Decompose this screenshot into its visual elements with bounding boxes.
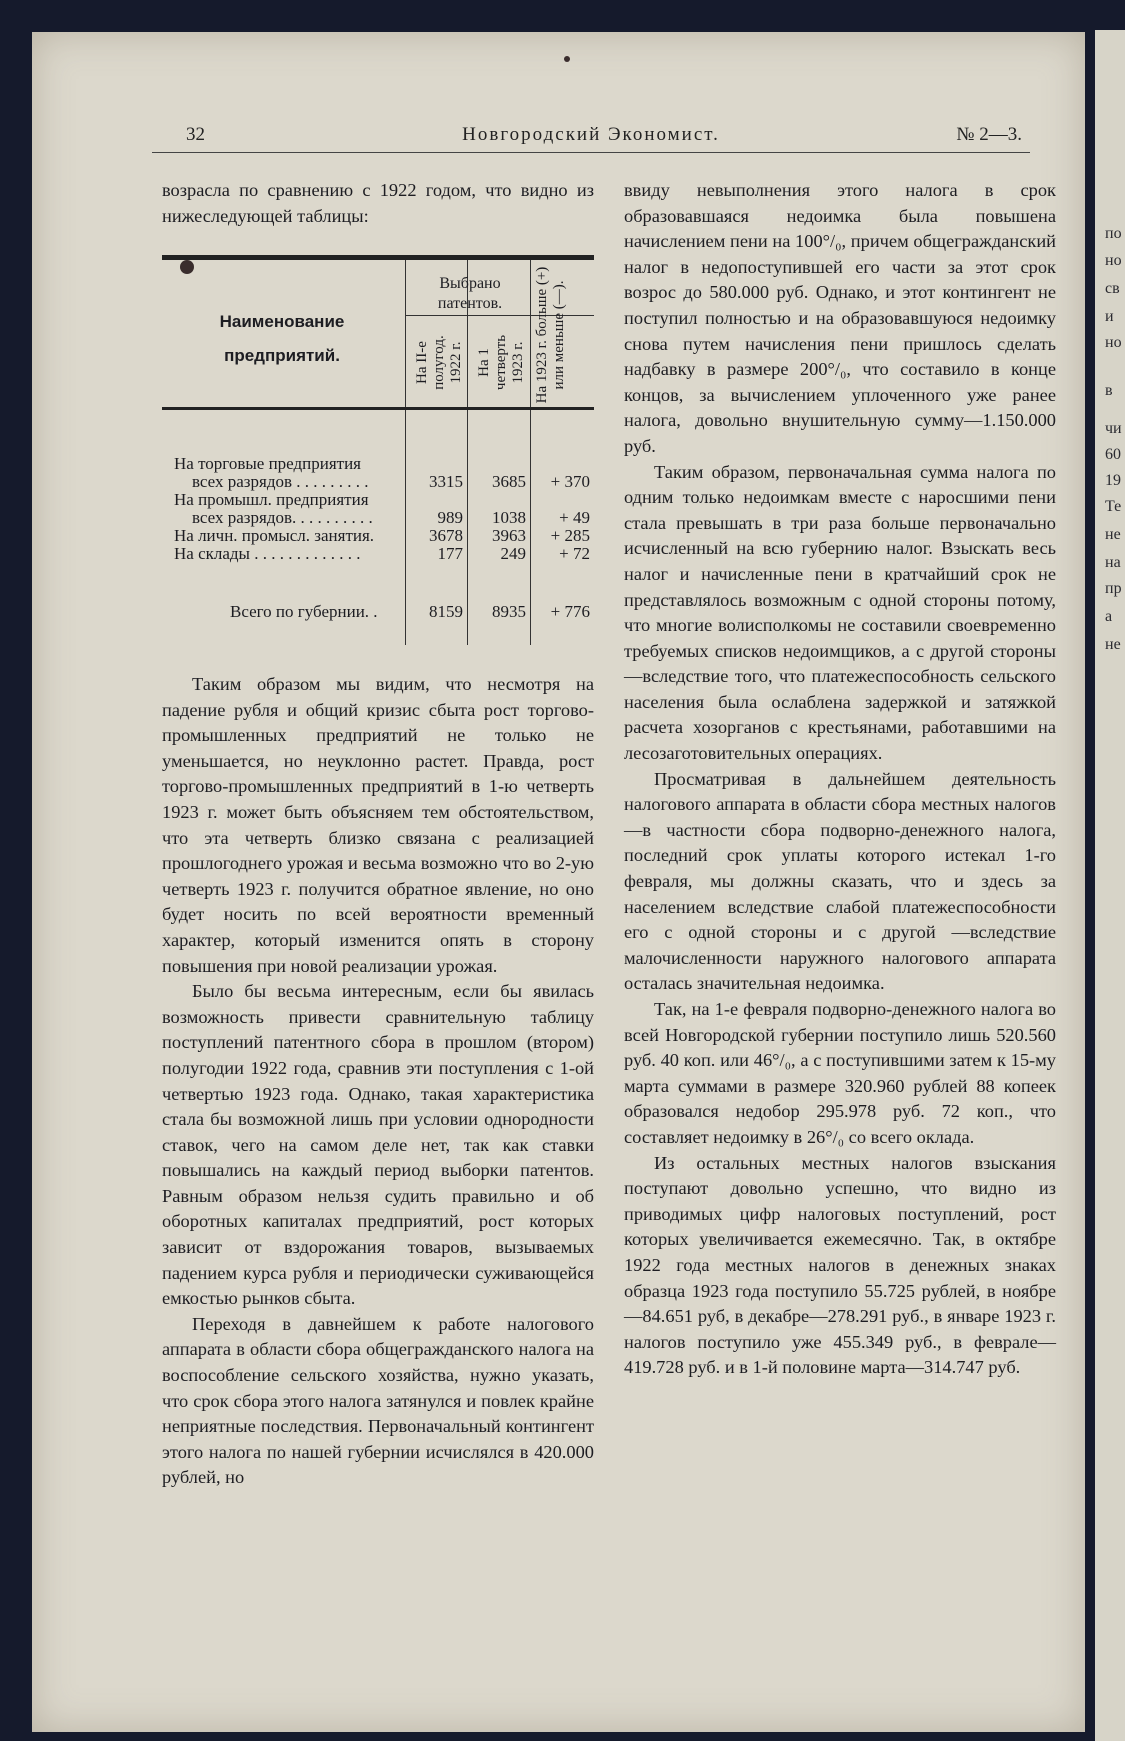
- right-column: [624, 178, 1056, 1381]
- table-row-3-col-2: 3963: [492, 526, 526, 545]
- patents-table: [162, 255, 594, 645]
- table-col-1-header: На II-е полугод. 1922 г.: [414, 335, 464, 390]
- ink-speck: [564, 56, 570, 62]
- adjacent-page-fragment: не: [1105, 526, 1121, 543]
- issue-number: № 2—3.: [956, 124, 1022, 145]
- table-row-3-col-3: + 285: [550, 526, 590, 545]
- adjacent-page-fragment: но: [1105, 334, 1122, 351]
- paragraph: Переходя в давнейшем к работе налогового аппарата в области сбора общегражданского налога на воспособление сельского хозяйства, нужно указать, что срок сбора этого налога затянулся и повлек крайне неприятные последствия. Первоначальный контингент этого налога по нашей губернии исчислялся в 420.000 рублей, но: [162, 1313, 594, 1488]
- adjacent-page-fragment: не: [1105, 636, 1121, 653]
- adjacent-page-fragment: св: [1105, 280, 1120, 297]
- table-row-2-col-2: 1038: [492, 508, 526, 527]
- table-row-3-col-1: 3678: [429, 526, 463, 545]
- left-column: [162, 178, 594, 229]
- page-header: [152, 124, 1030, 153]
- table-total-col-1: 8159: [429, 602, 463, 621]
- table-head-name: Наименование предприятий.: [219, 312, 345, 365]
- adjacent-page-fragment: 19: [1105, 472, 1121, 489]
- intro-paragraph: возрасла по сравнению с 1922 годом, что видно из нижеследующей таблицы:: [162, 180, 594, 226]
- table-row-4-name: На склады . . . . . . . . . . . . .: [174, 544, 361, 563]
- adjacent-page-fragment: Те: [1105, 498, 1122, 515]
- left-column-body: [162, 672, 594, 1491]
- paragraph: Из остальных местных налогов взыскания поступают довольно успешно, что видно из приводимых цифр налоговых поступлений, рост которых увеличивается ежемесячно. Так, в октябре 1922 года местных налогов в денежных знаках образца 1923 года поступило 55.725 рублей, в ноябре—84.651 руб, в декабре—278.291 руб., в январе 1923 г. налогов поступило уже 455.349 руб., в феврале—419.728 руб. и в 1-й половине марта—314.747 руб.: [624, 1152, 1056, 1378]
- table-head-group: Выбрано патентов.: [437, 275, 503, 312]
- table-row-1-col-1: 3315: [429, 472, 463, 491]
- paragraph: Было бы весьма интересным, если бы явилась возможность привести сравнительную таблицу поступлений патентного сбора в прошлом (втором) полугодии 1922 года, сравнив эти поступления с 1-ой четвертью 1923 года. Однако, такая характеристика стала бы возможной лишь при условии однородности ставок, чего на самом деле нет, так как ставки повышались на каждый период выборки патентов. Равным образом нельзя судить правильно и об оборотных капиталах предприятий, рост которых зависит от вздорожания товаров, вызываемых падением курса рубля и периодически суживающейся емкостью рынков сбыта.: [162, 981, 594, 1309]
- table-row-1-name-2: всех разрядов . . . . . . . . .: [192, 472, 369, 491]
- table-col-3-header: На 1923 г. больше (+) или меньше (—).: [534, 266, 567, 404]
- table-total-label: Всего по губернии. .: [230, 602, 378, 621]
- adjacent-page-fragment: но: [1105, 252, 1122, 269]
- table-row-3-name: На личн. промысл. занятия.: [174, 526, 375, 545]
- adjacent-page-fragment: 60: [1105, 446, 1121, 463]
- table-row-2-name-2: всех разрядов. . . . . . . . . .: [192, 508, 373, 527]
- paragraph: Так, на 1-е февраля подворно-денежного налога во всей Новгородской губернии поступило лишь 520.560 руб. 40 коп. или 46°/₀, а с поступившими затем к 15-му марта суммами в размере 320.960 рублей 88 копеек образовался недобор 295.978 руб. 72 коп., что составляет недоимку в 26°/₀ со всего оклада.: [624, 999, 1056, 1147]
- table-row-2-name-1: На промышл. предприятия: [174, 490, 369, 509]
- table-total-col-2: 8935: [492, 602, 526, 621]
- adjacent-page-fragment: по: [1105, 225, 1122, 242]
- adjacent-page-fragment: чи: [1105, 420, 1122, 437]
- table-row-2-col-3: + 49: [559, 508, 590, 527]
- paragraph: ввиду невыполнения этого налога в срок образовавшаяся недоимка была повышена начислением пени на 100°/₀, причем общегражданский налог в недопоступившей его части за этот срок возрос до 580.000 руб. Однако, и этот контингент не поступил полностью и на образовавшуюся недоимку снова путем начисления пени пришлось сделать надбавку в размере 200°/₀, что составило в конце концов, за вычислением уплоченного уже ранее налога, довольно внушительную сумму—1.150.000 руб.: [624, 180, 1056, 456]
- table-row-1-col-3: + 370: [550, 472, 590, 491]
- page-number: 32: [186, 124, 205, 145]
- table-row-1-name-1: На торговые предприятия: [174, 454, 361, 473]
- table-row-4-col-2: 249: [500, 544, 526, 563]
- table-total-col-3: + 776: [550, 602, 590, 621]
- table-row-4-col-3: + 72: [559, 544, 590, 563]
- adjacent-page-fragment: и: [1105, 308, 1114, 325]
- journal-title: Новгородский Экономист.: [462, 124, 720, 145]
- adjacent-page-fragment: в: [1105, 382, 1113, 399]
- adjacent-page-edge: [1095, 30, 1125, 1741]
- adjacent-page-fragment: на: [1105, 554, 1121, 571]
- adjacent-page-fragment: а: [1105, 608, 1113, 625]
- table-row-4-col-1: 177: [437, 544, 463, 563]
- table-row-2-col-1: 989: [437, 508, 463, 527]
- adjacent-page-fragment: пр: [1105, 580, 1122, 597]
- paragraph: Просматривая в дальнейшем деятельность налогового аппарата в области сбора местных налогов—в частности сбора подворно-денежного налога, последний срок уплаты которого истекал 1-го февраля, мы должны сказать, что и здесь за населением вследствие слабой платежеспособности его с одной стороны и с другой —вследствие малочисленности наружного налогового аппарата осталась значительная недоимка.: [624, 768, 1056, 994]
- table-row-1-col-2: 3685: [492, 472, 526, 491]
- paragraph: Таким образом, первоначальная сумма налога по одним только недоимкам вместе с наросшими пени стала превышать в три раза больше первоначально исчисленный на всю губернию налог. Взыскать весь налог и начисленные пени в кратчайший срок не представлялось возможным с одной стороны потому, что многие волисполкомы не составили своевременно требуемых списков недоимщиков, а с другой стороны—вследствие того, что платежеспособность сельского населения была ослаблена задержкой и затяжкой расчета хозорганов с крестьянами, работавшими на лесозаготовительных операциях.: [624, 461, 1056, 764]
- table-col-2-header: На 1 четверть 1923 г.: [476, 334, 526, 391]
- paragraph: Таким образом мы видим, что несмотря на падение рубля и общий кризис сбыта рост торгово-промышленных предприятий не только не уменьшается, но неуклонно растет. Правда, рост торгово-промышленных предприятий в 1-ю четверть 1923 г. может быть объясняем тем обстоятельством, что эта четверть близко связана с реализацией прошлогоднего урожая и весьма возможно что во 2-ую четверть 1923 г. получится обратное явление, но оно будет носить по всей вероятности временный характер, который изменится опять в сторону повышения при новой реализации урожая.: [162, 674, 594, 976]
